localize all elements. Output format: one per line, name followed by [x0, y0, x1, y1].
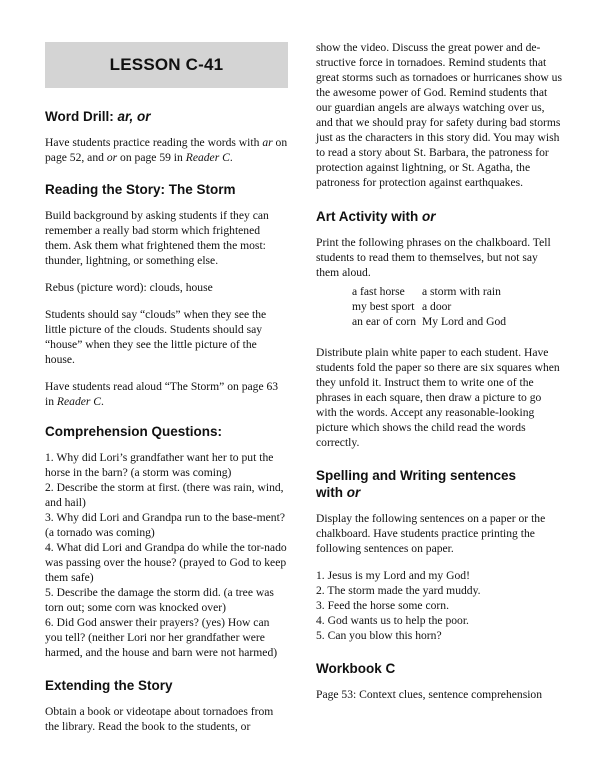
phrase-list	[352, 284, 562, 329]
spelling-heading: Spelling and Writing sentences with or	[316, 468, 517, 500]
list-item: 4. God wants us to help the poor.	[316, 614, 469, 627]
extending-heading: Extending the Story	[45, 678, 173, 693]
list-item: 1. Jesus is my Lord and my God!	[316, 569, 470, 582]
workbook-heading: Workbook C	[316, 661, 396, 676]
word-drill-heading: Word Drill: ar, or	[45, 109, 151, 124]
reading-paragraph-3: Students should say “clouds” when they see the little picture of the clouds. Students should say “house” when they see the little picture of the house.	[45, 308, 267, 366]
word-drill-paragraph: Have students practice reading the words with ar on page 52, and or on page 59 in Reader C.	[45, 136, 288, 164]
lesson-title: LESSON C-41	[109, 55, 224, 74]
reading-paragraph-4: Have students read aloud “The Storm” on page 63 in Reader C.	[45, 380, 279, 408]
continued-paragraph: show the video. Discuss the great power and de-structive force in tornadoes. Remind students that great storms such as tornadoes or hurricanes show us the awesome power of God. Remind students that our guardian angels are always watching over us, and that we should pray for safety during bad storms just as the characters in this story did. You may wish to read a story about St. Barbara, the patroness for protection against lightning, or St. Agatha, the patroness for protection against earthquakes.	[316, 41, 562, 189]
list-item: 3. Feed the horse some corn.	[316, 599, 449, 612]
phrase-row: my best sport a door	[352, 300, 452, 313]
list-item: 1. Why did Lori’s grandfather want her to put the horse in the barn? (a storm was coming)	[45, 451, 274, 479]
phrase-row: a fast horse a storm with rain	[352, 285, 501, 298]
lesson-title-box	[45, 42, 288, 88]
list-item: 3. Why did Lori and Grandpa run to the base-ment? (a tornado was coming)	[45, 511, 285, 539]
spelling-paragraph: Display the following sentences on a paper or the chalkboard. Have students practice printing the following sentences on paper.	[316, 512, 546, 555]
list-item: 5. Describe the damage the storm did. (a tree was torn out; some corn was knocked over)	[45, 586, 274, 614]
art-paragraph-2: Distribute plain white paper to each student. Have students fold the paper so there are six squares when they unfold it. Instruct them to write one of the phrases in each square, then draw a picture to go with the words. Accept any reasonable-looking picture which shows the child read the words correctly.	[316, 346, 560, 449]
reading-paragraph-2: Rebus (picture word): clouds, house	[45, 281, 213, 294]
spelling-list	[316, 568, 562, 643]
workbook-paragraph: Page 53: Context clues, sentence comprehension	[316, 688, 543, 701]
extending-paragraph: Obtain a book or videotape about tornadoes from the library. Read the book to the students, or	[45, 705, 274, 733]
list-item: 5. Can you blow this horn?	[316, 629, 442, 642]
phrase-row: an ear of corn My Lord and God	[352, 315, 507, 328]
list-item: 6. Did God answer their prayers? (yes) How can you tell? (neither Lori nor her grandfather were harmed, and the house and barn were not harmed)	[45, 616, 278, 659]
list-item: 2. Describe the storm at first. (there was rain, wind, and hail)	[45, 481, 284, 509]
comprehension-heading: Comprehension Questions:	[45, 424, 223, 439]
reading-paragraph-1: Build background by asking students if they can remember a really bad storm which frightened them. Ask them what frightened them the most: thunder, lightning, or something else.	[45, 209, 269, 267]
comprehension-list	[45, 450, 288, 660]
left-column	[45, 40, 288, 746]
art-paragraph-1: Print the following phrases on the chalkboard. Tell students to read them to themselves, but not say them aloud.	[316, 236, 551, 279]
art-activity-heading: Art Activity with or	[316, 209, 436, 224]
list-item: 4. What did Lori and Grandpa do while the tor-nado was passing over the house? (prayed to God to keep them safe)	[45, 541, 287, 584]
reading-story-heading: Reading the Story: The Storm	[45, 182, 236, 197]
right-column	[316, 40, 562, 714]
list-item: 2. The storm made the yard muddy.	[316, 584, 481, 597]
